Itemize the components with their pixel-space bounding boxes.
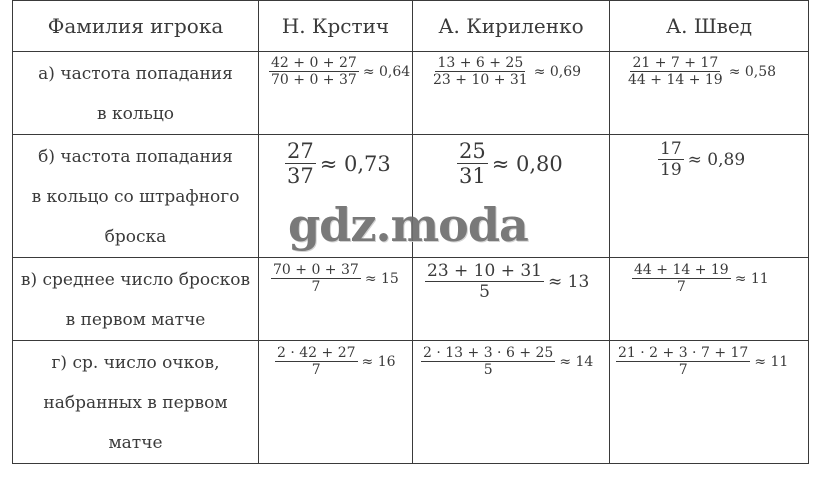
fraction-expression: $\frac{44 + 14 + 19}{7}$ ≈ 11 <box>634 262 769 295</box>
row-label: а) частота попадания в кольцо <box>13 52 259 135</box>
fraction-expression: $\frac{23 + 10 + 31}{5}$ ≈ 13 <box>427 261 590 302</box>
fraction-expression: $\frac{21 \cdot 2 + 3 \cdot 7 + 17}{7}$ ≈ 11 <box>618 345 789 378</box>
header-krstic: Н. Крстич <box>259 1 413 52</box>
header-kirilenko: А. Кириленко <box>413 1 610 52</box>
header-shved: А. Швед <box>610 1 809 52</box>
fraction-expression: $\frac{25}{31}$ ≈ 0,80 <box>459 139 563 188</box>
table-cell <box>610 258 809 341</box>
fraction-expression: $\frac{17}{19}$ ≈ 0,89 <box>660 139 746 180</box>
row-label: в) среднее число бросков в первом матче <box>13 258 259 341</box>
table-cell <box>610 52 809 135</box>
header-row <box>13 1 809 52</box>
table-cell <box>259 341 413 464</box>
header-player-name: Фамилия игрока <box>13 1 259 52</box>
row-label: г) ср. число очков, набранных в первом матче <box>13 341 259 464</box>
watermark-logo: gdz.moda <box>288 198 528 252</box>
fraction-expression: $\frac{2 \cdot 42 + 27}{7}$ ≈ 16 <box>277 345 396 378</box>
fraction-expression: $\frac{42 + 0 + 27}{70 + 0 + 37}$ ≈ 0,64 <box>271 55 411 88</box>
table-cell <box>413 258 610 341</box>
table-row <box>13 258 809 341</box>
table-row <box>13 52 809 135</box>
fraction-expression: $\frac{13 + 6 + 25}{23 + 10 + 31}$ ≈ 0,69 <box>433 55 582 88</box>
fraction-expression: $\frac{21 + 7 + 17}{44 + 14 + 19}$ ≈ 0,58 <box>628 55 777 88</box>
table-cell <box>413 341 610 464</box>
table-cell <box>259 52 413 135</box>
table-cell <box>413 52 610 135</box>
table-cell <box>610 135 809 258</box>
table-cell <box>259 258 413 341</box>
fraction-expression: $\frac{70 + 0 + 37}{7}$ ≈ 15 <box>273 262 399 295</box>
row-label: б) частота попадания в кольцо со штрафного броска <box>13 135 259 258</box>
table-row <box>13 341 809 464</box>
fraction-expression: $\frac{27}{37}$ ≈ 0,73 <box>287 139 391 188</box>
fraction-expression: $\frac{2 \cdot 13 + 3 \cdot 6 + 25}{5}$ ≈ 14 <box>423 345 594 378</box>
table-cell <box>610 341 809 464</box>
